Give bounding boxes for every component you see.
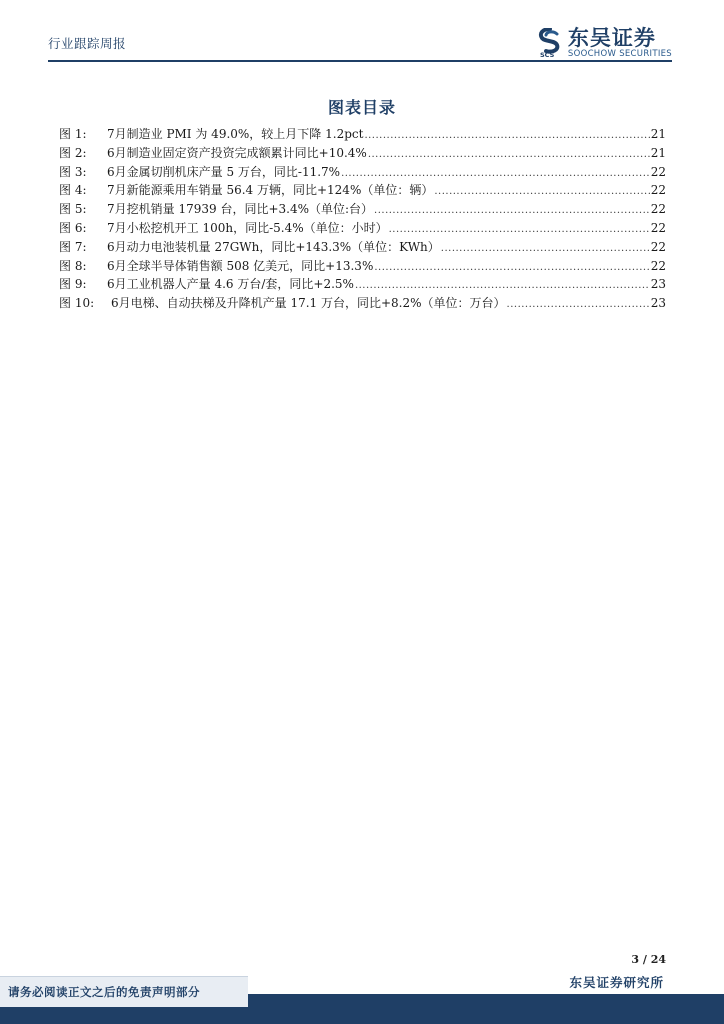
toc-entry-label: 图 7:: [59, 239, 87, 254]
toc-entry-text: 6月电梯、自动扶梯及升降机产量 17.1 万台，同比+8.2%（单位：万台）: [111, 296, 506, 311]
toc-entry-page: 23: [650, 296, 666, 311]
toc-title: 图表目录: [327, 98, 396, 117]
toc-entry[interactable]: [59, 257, 666, 276]
toc-leader-dots: [374, 262, 649, 273]
report-type-label: 行业跟踪周报: [48, 36, 127, 51]
toc-entry-text: 7月小松挖机开工 100h，同比-5.4%（单位：小时）: [107, 220, 388, 235]
toc-entry[interactable]: [59, 294, 666, 313]
toc-entry-label: 图 2:: [59, 145, 87, 160]
toc-entry-text: 6月工业机器人产量 4.6 万台/套，同比+2.5%: [107, 277, 354, 292]
toc-leader-dots: [434, 186, 649, 197]
toc-entry[interactable]: [59, 125, 666, 144]
toc-entry[interactable]: [59, 275, 666, 294]
logo-chinese-name: 东吴证券: [567, 26, 656, 50]
toc-leader-dots: [389, 224, 650, 235]
header-divider: [48, 60, 672, 62]
toc-entry-text: 6月全球半导体销售额 508 亿美元，同比+13.3%: [107, 258, 374, 273]
toc-entry-page: 22: [650, 202, 666, 217]
toc-entry[interactable]: [59, 181, 666, 200]
toc-entry-page: 22: [650, 164, 666, 179]
toc-entry-text: 7月新能源乘用车销量 56.4 万辆，同比+124%（单位：辆）: [107, 183, 434, 198]
toc-leader-dots: [374, 205, 650, 216]
toc-entry-text: 6月动力电池装机量 27GWh，同比+143.3%（单位：KWh）: [107, 239, 440, 254]
svg-text:SCS: SCS: [539, 51, 555, 58]
company-logo: [537, 27, 672, 59]
toc-entry-label: 图 9:: [59, 277, 87, 292]
toc-entry-label: 图 10:: [59, 296, 95, 311]
toc-entry-text: 7月挖机销量 17939 台，同比+3.4%（单位:台）: [107, 202, 374, 217]
footer-disclaimer-box: [0, 976, 248, 1007]
toc-leader-dots: [355, 280, 650, 291]
toc-entry-label: 图 3:: [59, 164, 87, 179]
table-of-figures: [59, 125, 666, 313]
toc-leader-dots: [368, 149, 650, 160]
toc-entry-label: 图 4:: [59, 183, 87, 198]
page-number: 3 / 24: [631, 953, 666, 966]
logo-mark-icon: [537, 28, 563, 58]
toc-entry-text: 6月金属切削机床产量 5 万台，同比-11.7%: [107, 164, 341, 179]
toc-entry-label: 图 5:: [59, 202, 87, 217]
toc-entry[interactable]: [59, 163, 666, 182]
toc-entry-page: 22: [650, 258, 666, 273]
toc-entry[interactable]: [59, 144, 666, 163]
toc-entry-page: 22: [650, 183, 666, 198]
toc-entry-page: 23: [650, 277, 666, 292]
disclaimer-note: 请务必阅读正文之后的免责声明部分: [8, 985, 200, 999]
toc-leader-dots: [364, 130, 649, 141]
toc-entry-page: 22: [650, 220, 666, 235]
logo-english-name: SOOCHOW SECURITIES: [567, 49, 672, 59]
toc-entry-page: 22: [650, 239, 666, 254]
toc-entry[interactable]: [59, 200, 666, 219]
toc-entry[interactable]: [59, 219, 666, 238]
toc-leader-dots: [507, 299, 650, 310]
toc-entry-text: 7月制造业 PMI 为 49.0%，较上月下降 1.2pct: [107, 127, 364, 141]
toc-leader-dots: [341, 168, 650, 179]
toc-leader-dots: [441, 243, 650, 254]
toc-entry-page: 21: [650, 127, 666, 141]
toc-entry-text: 6月制造业固定资产投资完成额累计同比+10.4%: [107, 145, 367, 160]
footer-org-name: 东吴证券研究所: [569, 975, 664, 990]
toc-entry-label: 图 1:: [59, 127, 87, 141]
toc-entry-label: 图 8:: [59, 258, 87, 273]
toc-entry[interactable]: [59, 238, 666, 257]
toc-entry-label: 图 6:: [59, 220, 87, 235]
toc-entry-page: 21: [650, 145, 666, 160]
